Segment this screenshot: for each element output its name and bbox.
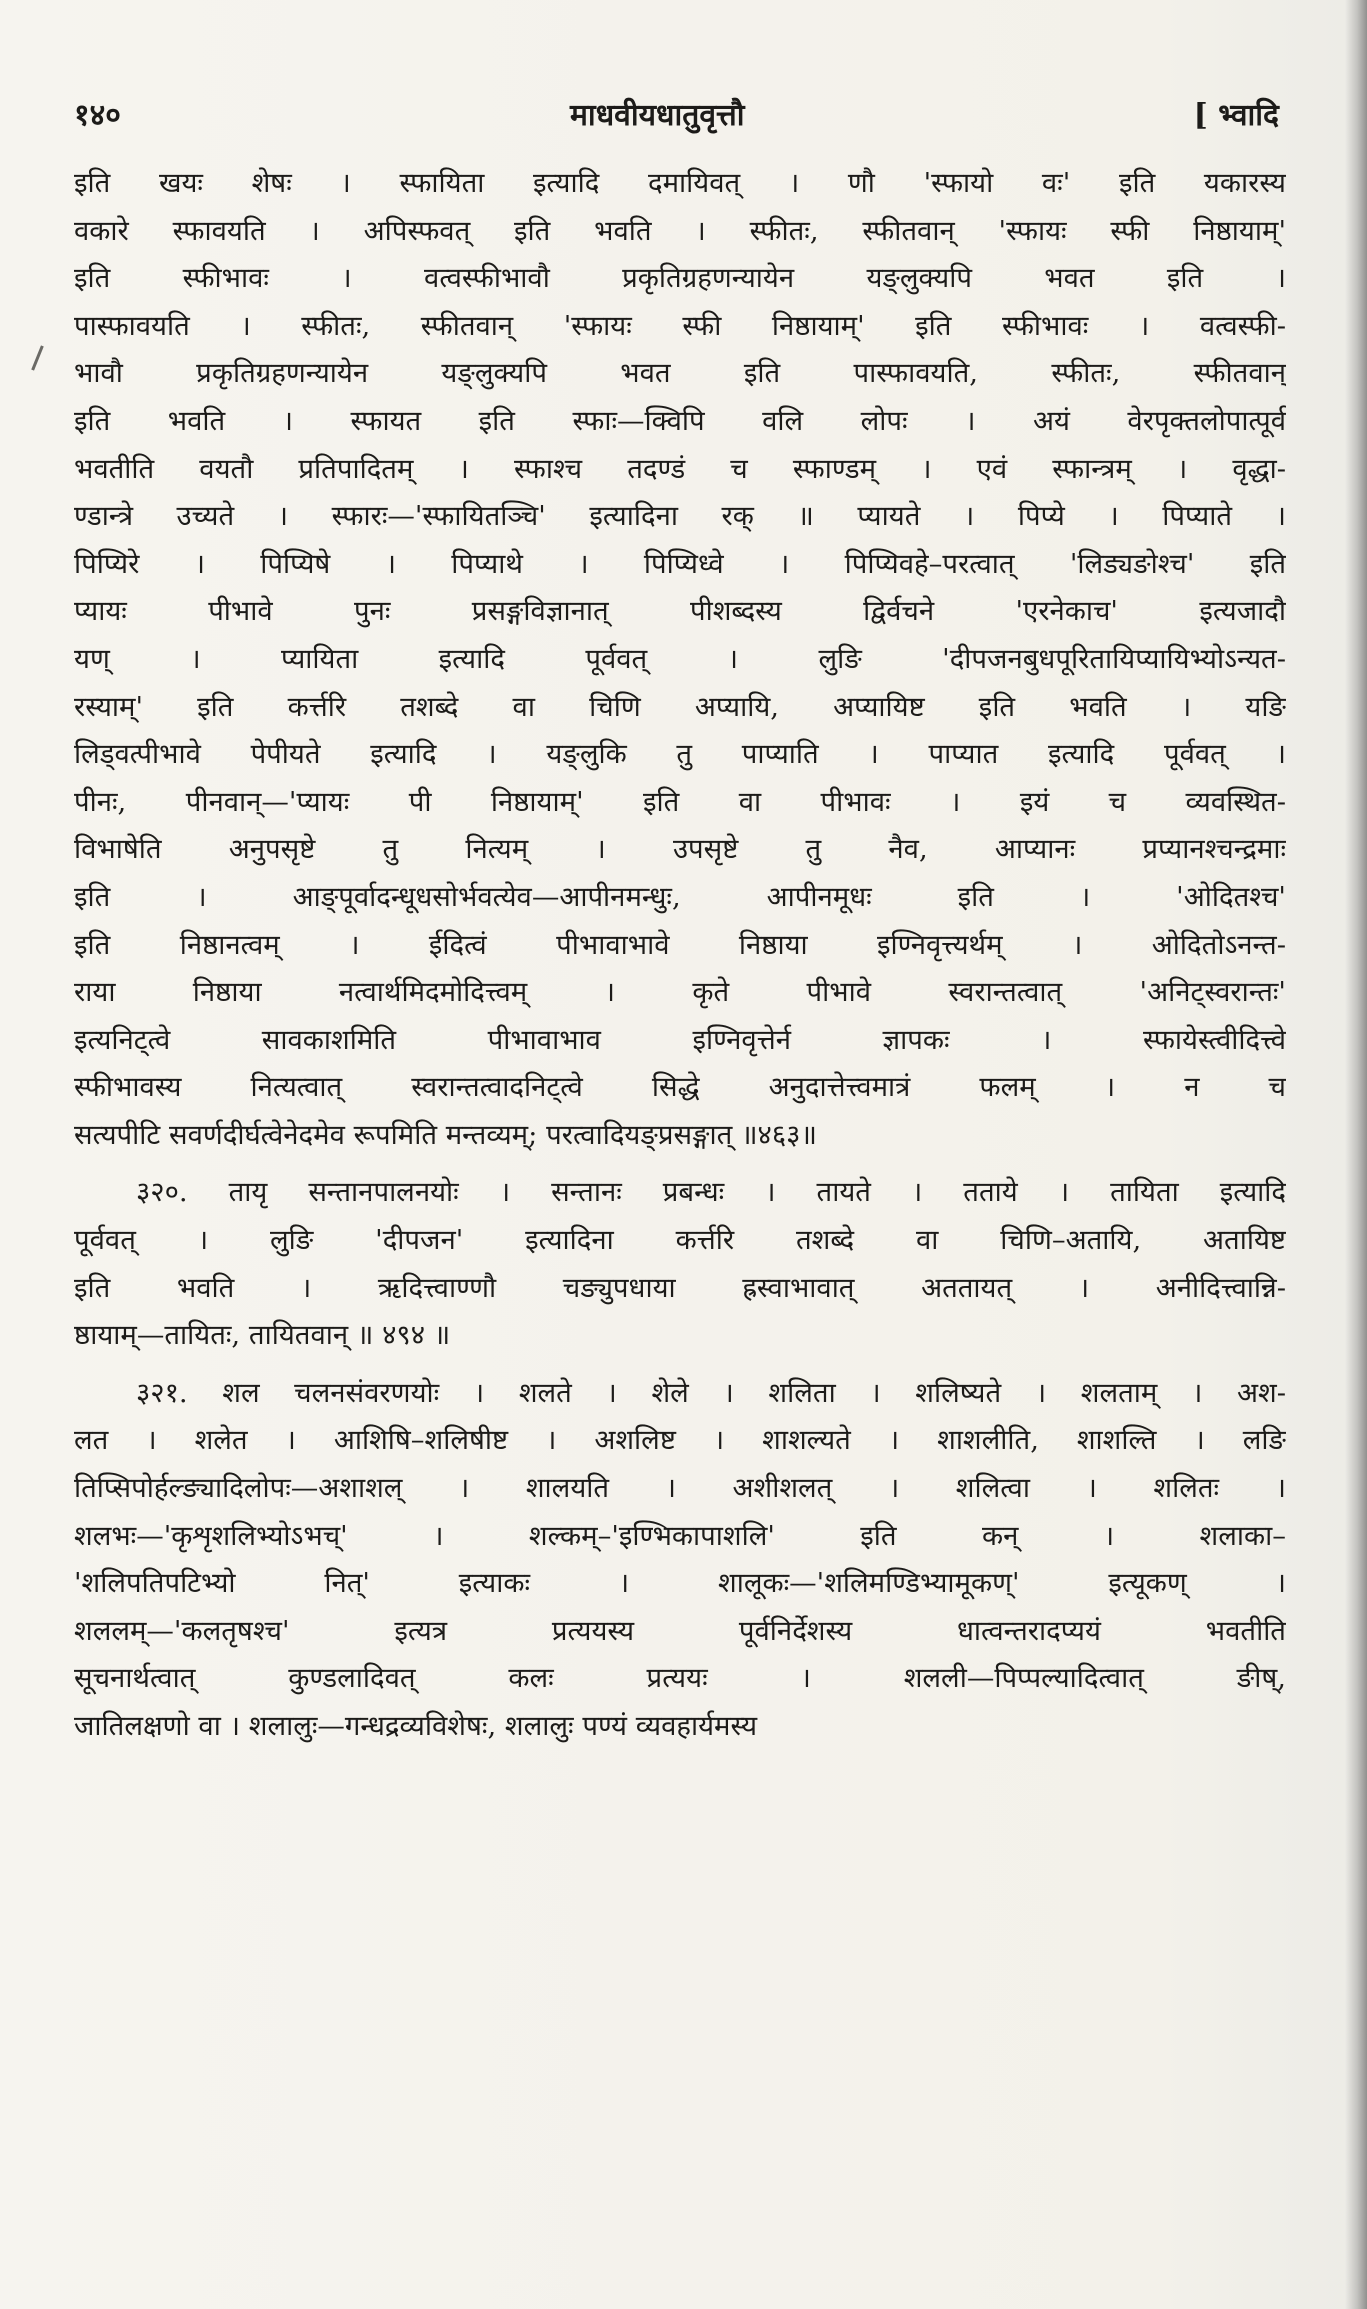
page-number: १४० xyxy=(74,97,121,133)
running-header xyxy=(74,88,1279,138)
paragraph-p2 xyxy=(74,1169,1286,1359)
text-line: भावौ प्रकृतिग्रहणन्यायेन यङ्लुक्यपि भवत इति पास्फावयति, स्फीतः, स्फीतवान् xyxy=(74,357,1286,390)
text-line: स्फीभावस्य नित्यत्वात् स्वरान्तत्वादनिट्त्वे सिद्धे अनुदात्तेत्त्वमात्रं फलम् । न च xyxy=(74,1071,1286,1104)
text-line: प्यायः पीभावे पुनः प्रसङ्गविज्ञानात् पीशब्दस्य द्विर्वचने 'एरनेकाच' इत्यजादौ xyxy=(74,595,1286,628)
body-text xyxy=(74,160,1286,1751)
text-line: इति । आङ्पूर्वादन्धूधसोर्भवत्येव—आपीनमन्धुः, आपीनमूधः इति । 'ओदितश्च' xyxy=(74,880,1286,913)
text-line: इति खयः शेषः । स्फायिता इत्यादि दमायिवत् । णौ 'स्फायो वः' इति यकारस्य xyxy=(74,167,1286,199)
text-line: ३२१. शल चलनसंवरणयोः । शलते । शेले । शलिता । शलिष्यते । शलताम् । अश- xyxy=(136,1376,1286,1409)
text-line: सूचनार्थत्वात् कुण्डलादिवत् कलः प्रत्ययः । शलली—पिप्पल्यादित्वात् ङीष्, xyxy=(74,1662,1286,1695)
paragraph-gap xyxy=(74,1360,1286,1370)
text-line: विभाषेति अनुपसृष्टे तु नित्यम् । उपसृष्टे तु नैव, आप्यानः प्रप्यानश्चन्द्रमाः xyxy=(74,833,1286,866)
text-line: पिप्यिरे । पिप्यिषे । पिप्याथे । पिप्यिध्वे । पिप्यिवहे–परत्वात् 'लिड्यङोश्च' इति xyxy=(74,547,1286,580)
text-line: शललम्—'कलतृषश्च' इत्यत्र प्रत्ययस्य पूर्वनिर्देशस्य धात्वन्तरादप्ययं भवतीति xyxy=(74,1614,1286,1647)
text-line: राया निष्ठाया नत्वार्थमिदमोदित्त्वम् । कृते पीभावे स्वरान्तत्वात् 'अनिट्स्वरान्तः' xyxy=(74,976,1286,1009)
margin-pencil-mark xyxy=(31,345,44,370)
text-line: इति निष्ठानत्वम् । ईदित्वं पीभावाभावे निष्ठाया इण्निवृत्त्यर्थम् । ओदितोऽनन्त- xyxy=(74,928,1286,961)
text-line: रस्याम्' इति कर्त्तरि तशब्दे वा चिणि अप्यायि, अप्यायिष्ट इति भवति । यङि xyxy=(74,690,1286,723)
section-name: [ भ्वादि xyxy=(1193,97,1279,133)
running-title: माधवीयधातुवृत्तौ xyxy=(569,97,745,133)
text-line: पूर्ववत् । लुङि 'दीपजन' इत्यादिना कर्त्तरि तशब्दे वा चिणि–अतायि, अतायिष्ट xyxy=(74,1224,1286,1257)
text-line: इति भवति । ऋदित्त्वाण्णौ चङ्युपधाया ह्रस्वाभावात् अततायत् । अनीदित्त्वान्नि- xyxy=(74,1271,1286,1304)
text-line: शलभः—'कृशृशलिभ्योऽभच्' । शल्कम्–'इण्भिकापाशलि' इति कन् । शलाका– xyxy=(74,1519,1286,1552)
text-line: पास्फावयति । स्फीतः, स्फीतवान् 'स्फायः स्फी निष्ठायाम्' इति स्फीभावः । वत्वस्फी- xyxy=(74,309,1286,342)
text-line: इति स्फीभावः । वत्वस्फीभावौ प्रकृतिग्रहणन्यायेन यङ्लुक्यपि भवत इति । xyxy=(74,262,1286,295)
text-line: ष्ठायाम्—तायितः, तायितवान् ॥ ४९४ ॥ xyxy=(74,1319,451,1352)
text-line: जातिलक्षणो वा । शलालुः—गन्धद्रव्यविशेषः, शलालुः पण्यं व्यवहार्यमस्य xyxy=(74,1710,758,1742)
text-line: वकारे स्फावयति । अपिस्फवत् इति भवति । स्फीतः, स्फीतवान् 'स्फायः स्फी निष्ठायाम्' xyxy=(74,214,1286,247)
text-line: ३२०. तायृ सन्तानपालनयोः । सन्तानः प्रबन्धः । तायते । तताये । तायिता इत्यादि xyxy=(136,1176,1286,1209)
text-line: भवतीति वयतौ प्रतिपादितम् । स्फाश्च तदण्डं च स्फाण्डम् । एवं स्फान्त्रम् । वृद्धा- xyxy=(74,452,1286,485)
text-line: लिड्वत्पीभावे पेपीयते इत्यादि । यङ्लुकि तु पाप्याति । पाप्यात इत्यादि पूर्ववत् । xyxy=(74,738,1286,771)
paragraph-gap xyxy=(74,1159,1286,1169)
text-line: सत्यपीटि सवर्णदीर्घत्वेनेदमेव रूपमिति मन्तव्यम्; परत्वादियङ्प्रसङ्गात् ॥४६३॥ xyxy=(74,1118,817,1151)
page-edge-shadow xyxy=(1345,0,1367,2309)
text-line: ण्डान्त्रे उच्यते । स्फारः—'स्फायितञ्चि' इत्यादिना रक् ॥ प्यायते । पिप्ये । पिप्याते । xyxy=(74,500,1286,533)
paragraph-p1 xyxy=(74,160,1286,1159)
text-line: इत्यनिट्त्वे सावकाशमिति पीभावाभाव इण्निवृत्तेर्न ज्ञापकः । स्फायेस्त्वीदित्त्वे xyxy=(74,1023,1286,1056)
text-line: पीनः, पीनवान्—'प्यायः पी निष्ठायाम्' इति वा पीभावः । इयं च व्यवस्थित- xyxy=(74,785,1286,818)
text-line: लत । शलेत । आशिषि–शलिषीष्ट । अशलिष्ट । शाशल्यते । शाशलीति, शाशल्ति । लङि xyxy=(74,1424,1286,1457)
text-line: इति भवति । स्फायत इति स्फाः—क्विपि वलि लोपः । अयं वेरपृक्तलोपात्पूर्व xyxy=(74,404,1286,437)
paragraph-p3 xyxy=(74,1370,1286,1751)
text-line: तिप्सिपोर्हल्ङ्यादिलोपः—अशाशल् । शालयति । अशीशलत् । शलित्वा । शलितः । xyxy=(74,1472,1286,1505)
text-line: 'शलिपतिपटिभ्यो नित्' इत्याकः । शालूकः—'शलिमण्डिभ्यामूकण्' इत्यूकण् । xyxy=(74,1567,1286,1600)
text-line: यण् । प्यायिता इत्यादि पूर्ववत् । लुङि 'दीपजनबुधपूरितायिप्यायिभ्योऽन्यत- xyxy=(74,642,1286,675)
